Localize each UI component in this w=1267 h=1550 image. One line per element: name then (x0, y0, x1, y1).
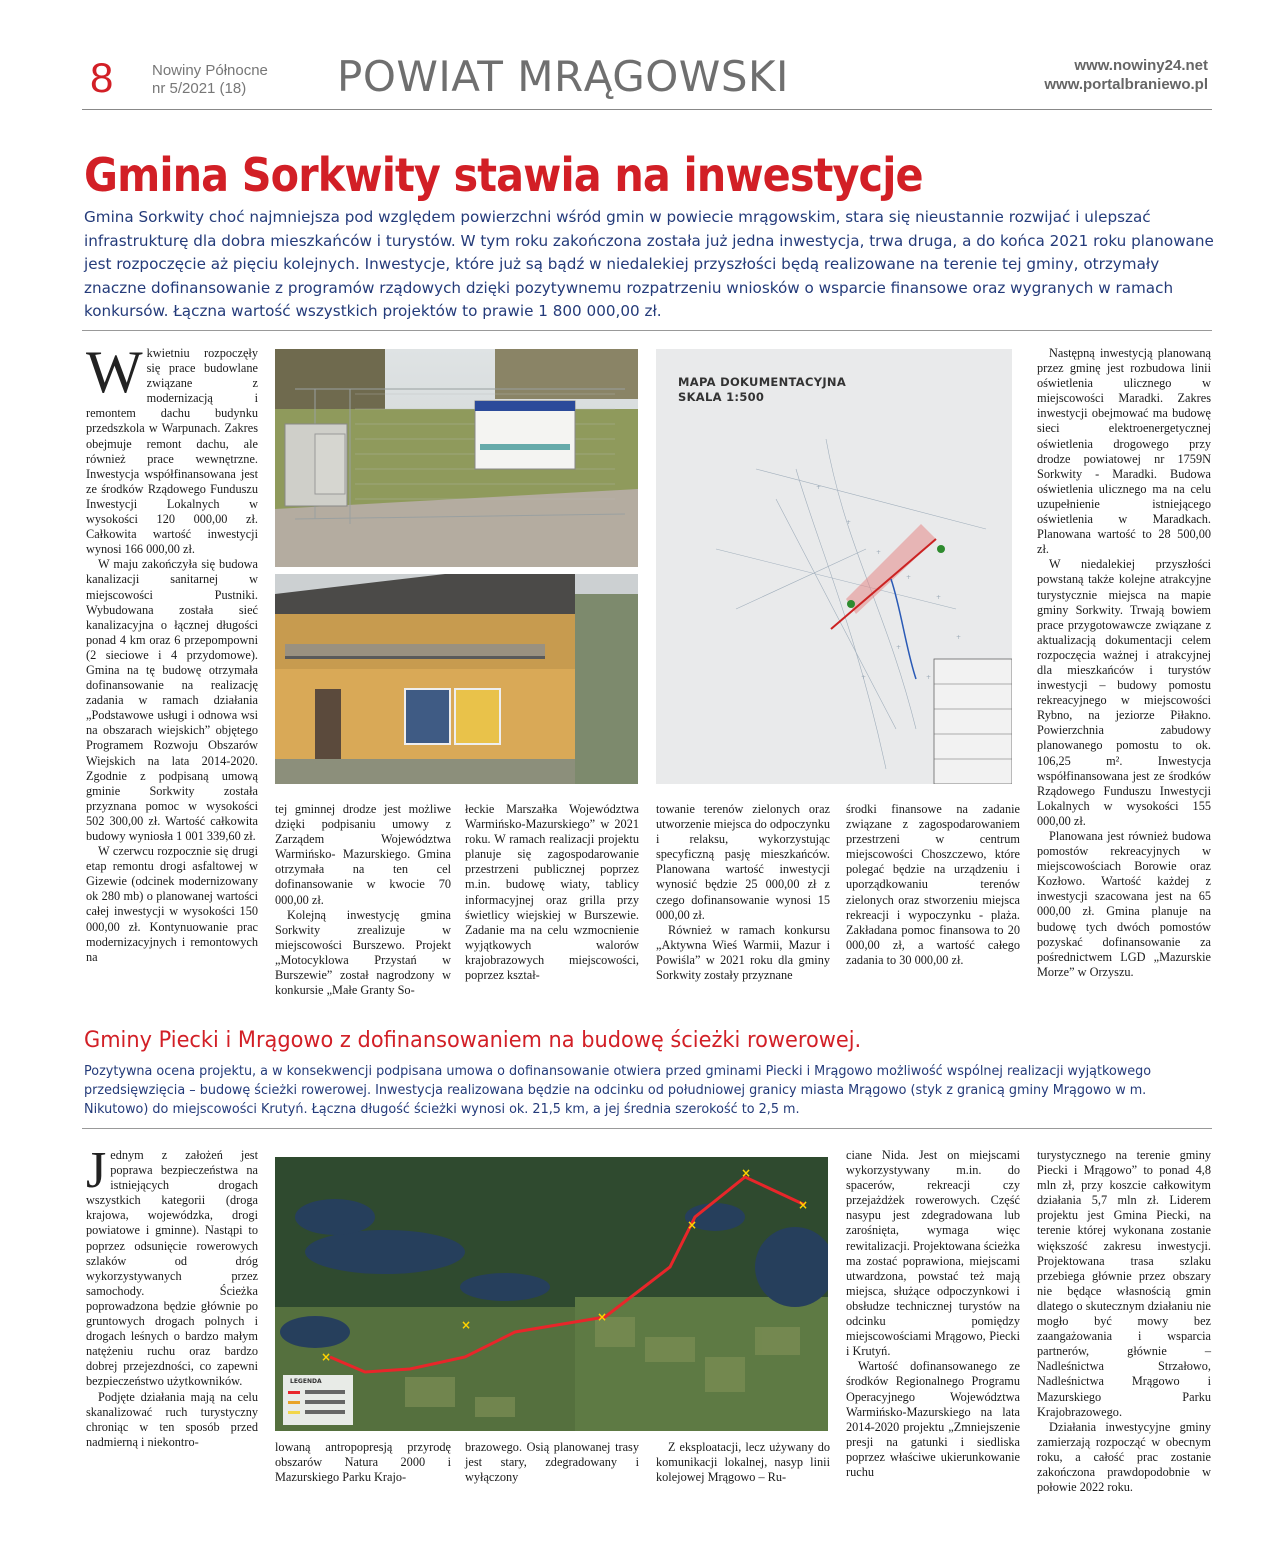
article2-column-2 (275, 1440, 451, 1485)
paragraph: lowaną antropopresją przyrodę obszarów Natura 2000 i Mazurskiego Parku Krajo- (275, 1440, 451, 1485)
article2-title: Gminy Piecki i Mrągowo z dofinansowaniem na budowę ścieżki rowerowej. (84, 1028, 862, 1053)
paragraph: W maju zakończyła się budowa kanalizacji sanitarnej w miejscowości Pustniki. Wybudowana została sieć kanalizacyjna o łącznej długości ponad 4 km oraz 6 przepompowni (2 sieciowe i 4 przydomowe). Gmina na tę budowę otrzymała dofinansowanie na realizację zadania w ramach działania „Podstawowe usługi i odnowa wsi na obszarach wiejskich” objętego Programem Rozwoju Obszarów Wiejskich na lata 2014-2020. Zgodnie z podpisaną umową gminie Sorkwity została przyznana pomoc w wysokości 502 300,00 zł. Wartość całkowita budowy wyniosła 1 001 339,60 zł. (86, 557, 258, 843)
svg-text:×: × (461, 1318, 472, 1332)
article1-column-5 (846, 802, 1020, 968)
page-number: 8 (90, 54, 114, 101)
url-nowiny[interactable]: www.nowiny24.net (1074, 57, 1208, 74)
paragraph: turystycznego na terenie gminy Piecki i Mrągowo” to ponad 4,8 mln zł, przy koszcie całkowitym działania 5,7 mln zł. Liderem projektu jest Gmina Piecki, na terenie której wykonana zostanie większość zakresu inwestycji. Projektowana trasa szlaku przebiega głównie przez obszary nie będące własnością gmin dlatego o skutecznym działaniu nie mogło być mowy bez zaangażowania i wsparcia partnerów, głównie – Nadleśnictwa Strzałowo, Nadleśnictwa Mrągowo i Mazurskiego Parku Krajobrazowego. (1037, 1148, 1211, 1419)
svg-text:×: × (741, 1166, 752, 1180)
article2-column-3 (465, 1440, 639, 1485)
map-legend-title: LEGENDA (290, 1378, 322, 1385)
svg-text:×: × (687, 1218, 698, 1232)
dropcap: W (86, 339, 143, 405)
photo-fence-gate (275, 349, 638, 567)
paragraph: W niedalekiej przyszłości powstaną także kolejne atrakcyjne turystycznie miejsca na mapie gminy Sorkwity. Trwają bowiem prace przygotowawcze związane z aktualizacją dokumentacji celem rozpoczęcia ważnej i atrakcyjnej dla mieszkańców i turystów inwestycji – budowy pomostu rekreacyjnego w miejscowości Rybno, na jeziorze Piłakno. Powierzchnia zabudowy planowanego pomostu to ok. 106,25 m². Inwestycja współfinansowana jest ze środków Rządowego Funduszu Inwestycji Lokalnych w wysokości 155 000,00 zł. (1037, 557, 1211, 828)
svg-text:+: + (936, 594, 942, 601)
paragraph: łeckie Marszałka Województwa Warmińsko-Mazurskiego” w 2021 roku. W ramach realizacji projektu planuje się zagospodarowanie przestrzeni publicznej poprzez m.in. budowę wiaty, tablicy informacyjnej oraz grilla przy świetlicy wiejskiej w Burszewie. Zadanie ma na celu wzmocnienie wyjątkowych walorów krajobrazowych miejscowości, poprzez kształ- (465, 802, 639, 983)
paragraph: Kolejną inwestycję gmina Sorkwity zrealizuje w miejscowości Burszewo. Projekt „Motocyklowa Przystań w Burszewie” został nagrodzony w konkursie „Małe Granty So- (275, 907, 451, 998)
article1-title: Gmina Sorkwity stawia na inwestycje (84, 148, 923, 202)
article2-column-4 (656, 1440, 830, 1485)
article1-column-1 (86, 339, 258, 965)
svg-text:+: + (896, 644, 902, 651)
issue-number: nr 5/2021 (18) (152, 80, 247, 97)
satellite-map-image (275, 1157, 828, 1431)
photo-kindergarten-building (275, 574, 638, 784)
header-urls (1044, 56, 1208, 94)
divider (82, 330, 1212, 331)
paragraph: Planowana jest również budowa pomostów rekreacyjnych w miejscowościach Borowie oraz Kozłowo. Wartość każdej z inwestycji szacowana jest na 65 000,00 zł. Gmina planuje na budowę tych dwóch pomostów pozyskać dofinansowanie za pośrednictwem LGD „Mazurskie Morze” w Orzyszu. (1037, 829, 1211, 979)
photo-fence-gate-image (275, 349, 638, 567)
paragraph: brazowego. Osią planowanej trasy jest stary, zdegradowany i wyłączony (465, 1440, 639, 1485)
svg-text:+: + (956, 634, 962, 641)
svg-text:+: + (816, 484, 822, 491)
paragraph: kwietniu rozpoczęły się prace budowlane związane z modernizacją i remontem dachu budynku przedszkola w Warpunach. Zakres obejmuje remont dachu, ale również prace wewnętrzne. Inwestycja współfinansowana jest ze środków Rządowego Funduszu Inwestycji Lokalnych w wysokości 120 000,00 zł. Całkowita wartość inwestycji wynosi 166 000,00 zł. (86, 346, 258, 557)
article1-lead: Gmina Sorkwity choć najmniejsza pod względem powierzchni wśród gmin w powiecie mrągowskim, stara się nieustannie rozwijać i ulepszać infrastrukturę dla dobra mieszkańców i turystów. W tym roku zakończona została już jedna inwestycja, trwa druga, a do końca 2021 roku planowane jest rozpoczęcie aż pięciu kolejnych. Inwestycje, które już są bądź w niedalekiej przyszłości będą realizowane na terenie tej gminy, otrzymały znaczne dofinansowanie z programów rządowych dzięki pozytywnemu rozpatrzeniu wniosków o wsparcie finansowe oraz wygranych w ramach konkursów. Łączna wartość wszystkich projektów to prawie 1 800 000,00 zł. (84, 208, 1214, 320)
paragraph: tej gminnej drodze jest możliwe dzięki podpisaniu umowy z Zarządem Województwa Warmińsko- Mazurskiego. Gmina otrzymała na ten cel dofinansowanie w kwocie 70 000,00 zł. (275, 802, 451, 907)
section-title: POWIAT MRĄGOWSKI (337, 52, 789, 101)
url-portalbraniewo[interactable]: www.portalbraniewo.pl (1044, 76, 1208, 93)
svg-text:×: × (597, 1310, 608, 1324)
publication-name: Nowiny Północne (152, 62, 268, 79)
svg-text:+: + (906, 574, 912, 581)
article2-column-5 (846, 1148, 1020, 1480)
paragraph: ciane Nida. Jest on miejscami wykorzystywany m.in. do spacerów, rekreacji czy przejażdżek rowerowych. Część nasypu jest zdegradowana lub zarośnięta, wymaga więc rewitalizacji. Projektowana ścieżka ma zostać poprawiona, miejscami utwardzona, powstać też mają miejsca, służące odpoczynkowi i obsłudze technicznej turystów na odcinku pomiędzy miejscowościami Mrągowo, Piecki i Krutyń. (846, 1148, 1020, 1359)
article1-column-4 (656, 802, 830, 983)
paragraph: Z eksploatacji, lecz używany do komunikacji lokalnej, nasyp linii kolejowej Mrągowo – Ru- (656, 1440, 830, 1485)
divider (82, 1128, 1212, 1129)
documentation-map (656, 349, 1012, 784)
paragraph: środki finansowe na zadanie związane z zagospodarowaniem przestrzeni w centrum miejscowości Choszczewo, które polegać będzie na urządzeniu i uporządkowaniu terenów zielonych oraz stworzeniu miejsca rekreacji i wypoczynku - plaża. Zakładana pomoc finansowa to 20 000,00 zł, a wartość całego zadania to 30 000,00 zł. (846, 802, 1020, 967)
svg-text:+: + (861, 674, 867, 681)
svg-text:+: + (876, 549, 882, 556)
paragraph: Działania inwestycyjne gminy zamierzają rozpocząć w obecnym roku, a całość prac zostanie zakończona prawdopodobnie w połowie 2022 roku. (1037, 1419, 1211, 1495)
photo-building-image (275, 574, 638, 784)
article2-column-1 (86, 1142, 258, 1450)
article1-column-6 (1037, 346, 1211, 980)
map-title-line1: MAPA DOKUMENTACYJNA (678, 375, 847, 389)
paragraph: Również w ramach konkursu „Aktywna Wieś Warmii, Mazur i Powiśla” w 2021 roku dla gminy Sorkwity zostały przyznane (656, 922, 830, 983)
paragraph: W czerwcu rozpocznie się drugi etap remontu drogi asfaltowej w Gizewie (odcinek modernizowany ok 280 mb) o planowanej wartości całej inwestycji w wysokości 150 000,00 zł. Kontynuowanie prac modernizacyjnych i remontowych na (86, 844, 258, 964)
svg-text:+: + (926, 674, 932, 681)
svg-text:×: × (798, 1198, 809, 1212)
dropcap: J (86, 1142, 107, 1199)
bike-path-satellite-map (275, 1157, 828, 1431)
article1-column-2 (275, 802, 451, 998)
map-title (678, 375, 846, 405)
paragraph: Podjęte działania mają na celu skanalizować ruch turystyczny chroniąc w ten sposób przed nadmierną i niekontro- (86, 1389, 258, 1449)
article1-column-3 (465, 802, 639, 983)
map-drawing (656, 349, 1012, 784)
article2-column-6 (1037, 1148, 1211, 1495)
map-title-line2: SKALA 1:500 (678, 390, 765, 404)
svg-text:×: × (321, 1350, 332, 1364)
svg-text:+: + (846, 519, 852, 526)
paragraph: towanie terenów zielonych oraz utworzenie miejsca do odpoczynku i relaksu, wykorzystując specyficzną pasję mieszkańców. Planowana wartość inwestycji wynosić będzie 25 000,00 zł z czego dofinansowanie wynosi 15 000,00 zł. (656, 802, 830, 922)
paragraph: Wartość dofinansowanego ze środków Regionalnego Programu Operacyjnego Województwa Warmińsko-Mazurskiego na lata 2014-2020 projektu „Zmniejszenie presji na gatunki i siedliska poprzez właściwe ukierunkowanie ruchu (846, 1359, 1020, 1479)
paragraph: ednym z założeń jest poprawa bezpieczeństwa na istniejących drogach wszystkich kategorii (droga krajowa, wojewódzka, drogi powiatowe i gminne). Nastąpi to poprzez odsunięcie rowerowych szlaków od dróg wykorzystywanych przez samochody. Ścieżka poprowadzona będzie głównie po gruntowych drogach polnych i drogach leśnych o bardzo małym natężeniu ruchu oraz bardzo dobrej przejezdności, co zapewni bezpieczeństwo użytkowników. (86, 1148, 258, 1389)
page-header (82, 52, 1212, 110)
article2-lead: Pozytywna ocena projektu, a w konsekwencji podpisana umowa o dofinansowanie otwiera przed gminami Piecki i Mrągowo możliwość wspólnej realizacji wyjątkowego przedsięwzięcia – budowę ścieżki rowerowej. Inwestycja realizowana będzie na odcinku od południowej granicy miasta Mrągowo (styk z granicą gminy Mrągowo w m. Nikutowo) do miejscowości Krutyń. Łączna długość ścieżki wynosi ok. 21,5 km, a jej średnia szerokość to 2,5 m. (84, 1064, 1152, 1117)
issue-info (152, 62, 268, 98)
paragraph: Następną inwestycją planowaną przez gminę jest rozbudowa linii oświetlenia ulicznego w miejscowości Maradki. Zakres inwestycji obejmować ma budowę sieci elektroenergetycznej oświetlenia drogowego przy drodze powiatowej nr 1759N Sorkwity - Maradki. Budowa oświetlenia ulicznego ma na celu uzupełnienie istniejącego oświetlenia w Maradkach. Planowana wartość to 28 500,00 zł. (1037, 346, 1211, 557)
